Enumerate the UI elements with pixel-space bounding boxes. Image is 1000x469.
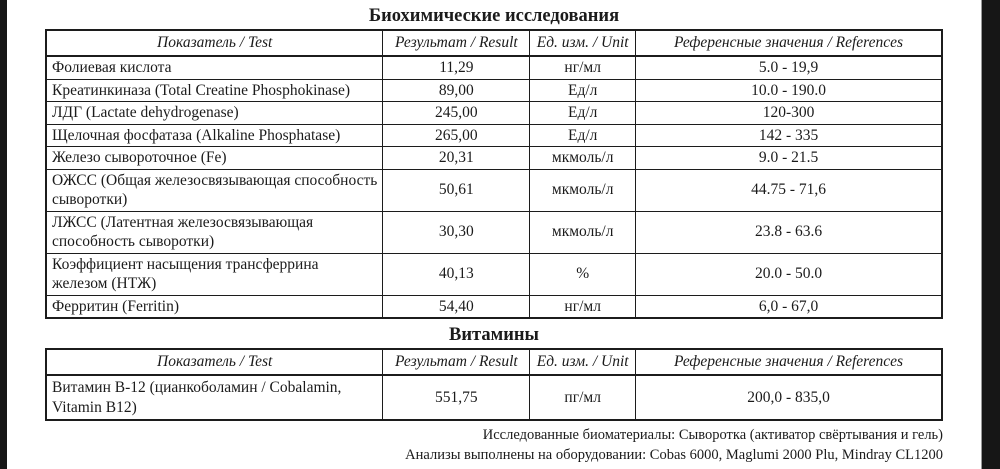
vitamins-section-title: Витамины xyxy=(449,325,539,345)
table-row xyxy=(46,169,942,211)
column-header-result: Результат / Result xyxy=(383,30,530,56)
cell-reference: 10.0 - 190.0 xyxy=(636,79,942,102)
cell-test: Железо сывороточное (Fe) xyxy=(46,147,383,170)
cell-reference: 120-300 xyxy=(636,102,942,125)
column-header-references: Референсные значения / References xyxy=(636,349,942,375)
cell-test: Креатинкиназа (Total Creatine Phosphokinase) xyxy=(46,79,383,102)
page-edge-left xyxy=(0,0,7,469)
cell-test: Фолиевая кислота xyxy=(46,56,383,79)
cell-reference: 5.0 - 19,9 xyxy=(636,56,942,79)
cell-test: Витамин В-12 (цианкоболамин / Cobalamin, Vitamin B12) xyxy=(46,375,383,420)
cell-unit: пг/мл xyxy=(530,375,636,420)
cell-result: 40,13 xyxy=(383,253,530,295)
column-header-test: Показатель / Test xyxy=(46,30,383,56)
cell-test: ОЖСС (Общая железосвязывающая способность сыворотки) xyxy=(46,169,383,211)
cell-unit: мкмоль/л xyxy=(530,169,636,211)
vitamins-table xyxy=(45,348,943,421)
column-header-unit: Ед. изм. / Unit xyxy=(530,349,636,375)
cell-reference: 20.0 - 50.0 xyxy=(636,253,942,295)
table-row xyxy=(46,295,942,318)
table-header-row xyxy=(46,349,942,375)
cell-unit: % xyxy=(530,253,636,295)
cell-unit: нг/мл xyxy=(530,295,636,318)
footer-notes xyxy=(45,425,943,465)
table-row xyxy=(46,211,942,253)
table-row xyxy=(46,375,942,420)
cell-test: Коэффициент насыщения трансферрина железом (НТЖ) xyxy=(46,253,383,295)
cell-reference: 23.8 - 63.6 xyxy=(636,211,942,253)
cell-result: 89,00 xyxy=(383,79,530,102)
cell-result: 245,00 xyxy=(383,102,530,125)
column-header-result: Результат / Result xyxy=(383,349,530,375)
cell-test: Щелочная фосфатаза (Alkaline Phosphatase) xyxy=(46,124,383,147)
table-row xyxy=(46,253,942,295)
lab-report-page xyxy=(45,3,943,465)
cell-unit: мкмоль/л xyxy=(530,211,636,253)
cell-test: ЛДГ (Lactate dehydrogenase) xyxy=(46,102,383,125)
biochem-section-title: Биохимические исследования xyxy=(368,6,620,26)
table-row xyxy=(46,147,942,170)
table-header-row xyxy=(46,30,942,56)
biochem-table xyxy=(45,29,943,319)
cell-test: ЛЖСС (Латентная железосвязывающая способность сыворотки) xyxy=(46,211,383,253)
table-row xyxy=(46,79,942,102)
cell-unit: Ед/л xyxy=(530,102,636,125)
cell-reference: 44.75 - 71,6 xyxy=(636,169,942,211)
cell-result: 50,61 xyxy=(383,169,530,211)
cell-test: Ферритин (Ferritin) xyxy=(46,295,383,318)
cell-unit: Ед/л xyxy=(530,79,636,102)
cell-reference: 9.0 - 21.5 xyxy=(636,147,942,170)
cell-result: 11,29 xyxy=(383,56,530,79)
table-row xyxy=(46,124,942,147)
cell-result: 30,30 xyxy=(383,211,530,253)
column-header-test: Показатель / Test xyxy=(46,349,383,375)
footer-equipment-note: Анализы выполнены на оборудовании: Cobas 6000, Maglumi 2000 Plu, Mindray CL1200 xyxy=(405,447,943,463)
cell-unit: нг/мл xyxy=(530,56,636,79)
cell-result: 20,31 xyxy=(383,147,530,170)
cell-unit: мкмоль/л xyxy=(530,147,636,170)
cell-result: 551,75 xyxy=(383,375,530,420)
cell-reference: 200,0 - 835,0 xyxy=(636,375,942,420)
page-edge-right xyxy=(981,0,1000,469)
cell-result: 265,00 xyxy=(383,124,530,147)
column-header-unit: Ед. изм. / Unit xyxy=(530,30,636,56)
cell-reference: 142 - 335 xyxy=(636,124,942,147)
cell-result: 54,40 xyxy=(383,295,530,318)
footer-biomaterials-note: Исследованные биоматериалы: Сыворотка (активатор свёртывания и гель) xyxy=(482,427,943,443)
cell-unit: Ед/л xyxy=(530,124,636,147)
cell-reference: 6,0 - 67,0 xyxy=(636,295,942,318)
table-row xyxy=(46,56,942,79)
table-row xyxy=(46,102,942,125)
column-header-references: Референсные значения / References xyxy=(636,30,942,56)
